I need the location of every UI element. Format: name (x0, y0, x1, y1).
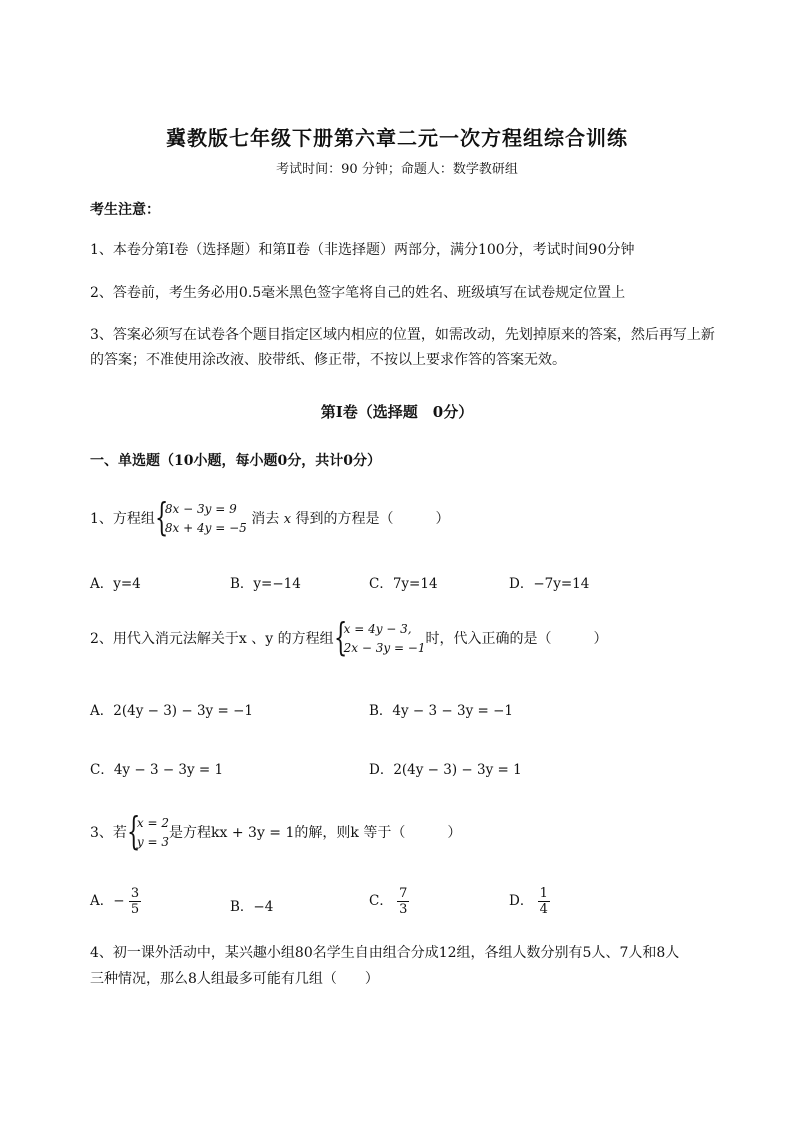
question-1 (90, 495, 450, 539)
notes-heading: 考生注意： (90, 202, 160, 218)
question-4-line: 4、初一课外活动中，某兴趣小组80名学生自由组合分成12组，各组人数分别有5人、7人和8人 (90, 945, 680, 961)
fraction-numerator: 1 (539, 886, 548, 901)
q1-prefix: 1、方程组 (90, 511, 155, 527)
question-2 (90, 615, 608, 659)
q2-eq1: x = 4y − 3, (343, 622, 412, 636)
fraction-denominator: 5 (130, 902, 140, 917)
q1-option-b[interactable]: B．y=−14 (230, 576, 301, 592)
q3-option-c-label: C． (369, 893, 393, 909)
q3-option-c[interactable] (369, 886, 409, 917)
q1-eq2: 8x + 4y = −5 (164, 521, 247, 535)
note-item: 1、本卷分第Ⅰ卷（选择题）和第Ⅱ卷（非选择题）两部分，满分100分，考试时间90分钟 (90, 242, 635, 258)
q3-eq2: y = 3 (136, 835, 170, 849)
q1-var: x (283, 512, 292, 527)
q3-equation-system (126, 809, 170, 853)
question-4-line: 三种情况，那么8人组最多可能有几组（ ） (90, 971, 379, 987)
note-item: 的答案；不准使用涂改液、胶带纸、修正带，不按以上要求作答的答案无效。 (90, 352, 566, 368)
q2-prefix: 2、用代入消元法解关于x 、y 的方程组 (90, 631, 334, 647)
q3-middle: 是方程kx + 3y = 1的解，则k 等于（ ） (169, 825, 462, 841)
question-3 (90, 809, 462, 853)
q3-option-d-label: D． (509, 893, 534, 909)
part-heading: 一、单选题（10小题，每小题0分，共计0分） (90, 453, 381, 469)
q3-option-a-label: A．− (90, 893, 125, 909)
fraction-denominator: 4 (539, 902, 548, 917)
q3-option-d[interactable] (509, 886, 550, 917)
fraction-denominator: 3 (399, 902, 408, 917)
q2-option-d[interactable]: D．2(4y − 3) − 3y = 1 (369, 762, 522, 778)
q3-option-b[interactable]: B．−4 (230, 899, 274, 915)
page-title: 冀教版七年级下册第六章二元一次方程组综合训练 (166, 126, 628, 150)
q1-equation-system (154, 495, 247, 539)
q3-option-a-fraction (129, 886, 141, 917)
q3-option-a[interactable] (90, 886, 141, 917)
note-item: 3、答案必须写在试卷各个题目指定区域内相应的位置，如需改动，先划掉原来的答案，然后再写上新 (90, 327, 715, 343)
q1-option-a[interactable]: A．y=4 (90, 576, 141, 592)
q2-option-a[interactable]: A．2(4y − 3) − 3y = −1 (90, 703, 253, 719)
q3-option-c-fraction (397, 886, 409, 917)
brace-icon: { (154, 495, 169, 539)
q1-option-d[interactable]: D．−7y=14 (509, 576, 590, 592)
q2-option-c[interactable]: C．4y − 3 − 3y = 1 (90, 762, 224, 778)
fraction-numerator: 3 (130, 886, 140, 901)
q1-suffix: 得到的方程是（ ） (291, 511, 450, 527)
q2-equation-system (333, 615, 426, 659)
brace-icon: { (126, 809, 141, 853)
q1-option-c[interactable]: C．7y=14 (369, 576, 438, 592)
q3-prefix: 3、若 (90, 825, 127, 841)
section-title: 第Ⅰ卷（选择题 0分） (320, 403, 474, 421)
q3-eq1: x = 2 (136, 816, 170, 830)
q3-option-d-fraction (538, 886, 550, 917)
q2-option-b[interactable]: B．4y − 3 − 3y = −1 (369, 703, 514, 719)
fraction-numerator: 7 (399, 886, 408, 901)
note-item: 2、答卷前，考生务必用0.5毫米黑色签字笔将自己的姓名、班级填写在试卷规定位置上 (90, 285, 626, 301)
exam-info: 考试时间：90 分钟；命题人：数学教研组 (276, 162, 518, 177)
q1-middle: 消去 (246, 511, 284, 527)
q1-eq1: 8x − 3y = 9 (164, 502, 237, 516)
brace-icon: { (333, 615, 347, 659)
q2-eq2: 2x − 3y = −1 (343, 641, 426, 655)
q2-suffix: 时，代入正确的是（ ） (425, 631, 608, 647)
